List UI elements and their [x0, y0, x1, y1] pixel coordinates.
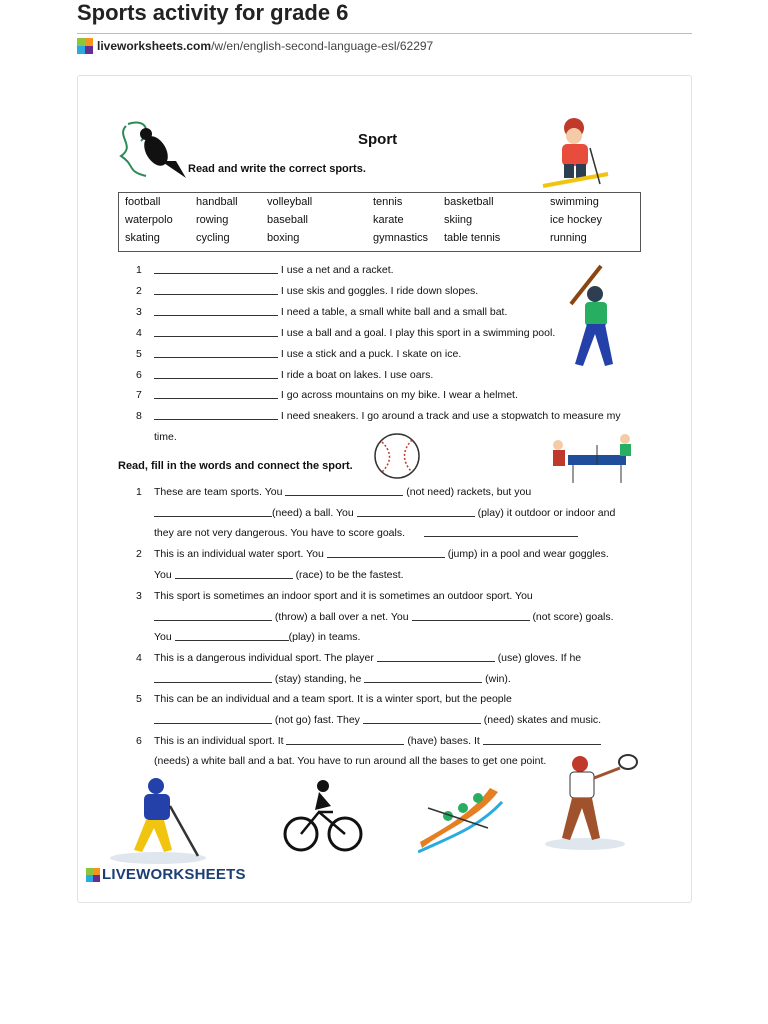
word: volleyball [267, 196, 313, 208]
word: baseball [267, 214, 308, 226]
exercise-2-item-2: 2 This is an individual water sport. You (jump) in a pool and wear goggles. [136, 548, 609, 560]
page-title: Sports activity for grade 6 [77, 0, 349, 25]
word-box [118, 192, 641, 252]
liveworksheets-logo-icon [77, 38, 93, 54]
exercise-2-item-6-line-2: (needs) a white ball and a bat. You have to run around all the bases to get one point. [154, 755, 547, 767]
answer-blank[interactable] [154, 369, 278, 379]
answer-blank[interactable] [154, 327, 278, 337]
answer-blank[interactable] [154, 611, 272, 621]
exercise-2-item-5: 5 This can be an individual and a team sport. It is a winter sport, but the people [136, 693, 512, 705]
exercise-1-item: 8 I need sneakers. I go around a track and use a stopwatch to measure my [136, 410, 621, 422]
answer-blank[interactable] [154, 264, 278, 274]
word: gymnastics [373, 232, 429, 244]
word: ice hockey [550, 214, 602, 226]
word: skating [125, 232, 160, 244]
word: basketball [444, 196, 494, 208]
answer-blank[interactable] [154, 389, 278, 399]
liveworksheets-footer-logo: LIVEWORKSHEETS [86, 866, 246, 883]
answer-blank[interactable] [327, 548, 445, 558]
word: table tennis [444, 232, 501, 244]
skier-icon [538, 114, 618, 194]
answer-blank[interactable] [363, 714, 481, 724]
source-path[interactable]: /w/en/english-second-language-esl/62297 [211, 39, 434, 53]
exercise-2-item-3-line-2: (throw) a ball over a net. You (not score) goals. [118, 611, 614, 623]
word: rowing [196, 214, 229, 226]
word: tennis [373, 196, 403, 208]
exercise-1-item: 4 I use a ball and a goal. I play this sport in a swimming pool. [136, 327, 556, 339]
exercise-1-item: 1 I use a net and a racket. [136, 264, 394, 276]
worksheet-heading: Sport [358, 131, 398, 148]
answer-blank[interactable] [154, 410, 278, 420]
word: running [550, 232, 587, 244]
worksheet-image [77, 75, 692, 903]
exercise-1-item: 3 I need a table, a small white ball and a small bat. [136, 306, 508, 318]
source-domain[interactable]: liveworksheets.com [97, 39, 212, 53]
answer-blank[interactable] [364, 673, 482, 683]
exercise-2-item-4: 4 This is a dangerous individual sport. The player (use) gloves. If he [136, 652, 582, 664]
baseball-ball-icon [372, 432, 422, 480]
exercise-1-item: 7 I go across mountains on my bike. I wear a helmet. [136, 389, 518, 401]
answer-blank[interactable] [285, 486, 403, 496]
answer-blank[interactable] [175, 569, 293, 579]
instruction-2: Read, fill in the words and connect the sport. [118, 460, 353, 472]
exercise-2-item-1: 1 These are team sports. You (not need) rackets, but you [136, 486, 532, 498]
gymnast-ribbon-icon [116, 116, 216, 186]
answer-blank[interactable] [154, 348, 278, 358]
exercise-2-item-3: 3 This sport is sometimes an indoor sport and it is sometimes an outdoor sport. You [136, 590, 533, 602]
word: cycling [196, 232, 230, 244]
source-link[interactable] [77, 38, 433, 54]
answer-blank[interactable] [154, 507, 272, 517]
answer-blank[interactable] [154, 285, 278, 295]
word: football [125, 196, 161, 208]
exercise-1-item-continued: time. [154, 431, 177, 443]
cyclist-icon [283, 776, 363, 856]
exercise-2-item-4-line-2: (stay) standing, he (win). [118, 673, 511, 685]
tennis-player-icon [540, 752, 645, 852]
answer-blank[interactable] [357, 507, 475, 517]
table-tennis-players-icon [543, 431, 633, 489]
exercise-2-item-1-line-3: they are not very dangerous. You have to score goals. [118, 527, 578, 539]
word: handball [196, 196, 238, 208]
rowing-boat-icon [418, 778, 503, 853]
ice-hockey-player-icon [108, 776, 208, 866]
answer-blank[interactable] [377, 652, 495, 662]
answer-blank[interactable] [154, 306, 278, 316]
word: swimming [550, 196, 599, 208]
exercise-1-item: 2 I use skis and goggles. I ride down slopes. [136, 285, 479, 297]
baseball-batter-icon [553, 264, 633, 372]
exercise-2-item-3-line-3: You (play) in teams. [154, 631, 361, 643]
answer-blank[interactable] [154, 673, 272, 683]
word: karate [373, 214, 404, 226]
instruction-1: Read and write the correct sports. [188, 163, 366, 175]
answer-blank[interactable] [286, 735, 404, 745]
exercise-2-item-1-line-2: (need) a ball. You (play) it outdoor or indoor and [118, 507, 615, 519]
exercise-2-item-6: 6 This is an individual sport. It (have) bases. It [118, 735, 601, 747]
connect-blank[interactable] [424, 527, 578, 537]
answer-blank[interactable] [175, 631, 289, 641]
exercise-2-item-5-line-2: (not go) fast. They (need) skates and music. [118, 714, 601, 726]
liveworksheets-logo-icon [86, 868, 100, 882]
exercise-2-item-2-line-2: You (race) to be the fastest. [154, 569, 404, 581]
word: skiing [444, 214, 473, 226]
exercise-1-item: 5 I use a stick and a puck. I skate on ice. [136, 348, 462, 360]
word: waterpolo [125, 214, 173, 226]
exercise-1-item: 6 I ride a boat on lakes. I use oars. [136, 369, 434, 381]
answer-blank[interactable] [412, 611, 530, 621]
answer-blank[interactable] [154, 714, 272, 724]
title-divider [77, 33, 692, 34]
answer-blank[interactable] [483, 735, 601, 745]
word: boxing [267, 232, 300, 244]
